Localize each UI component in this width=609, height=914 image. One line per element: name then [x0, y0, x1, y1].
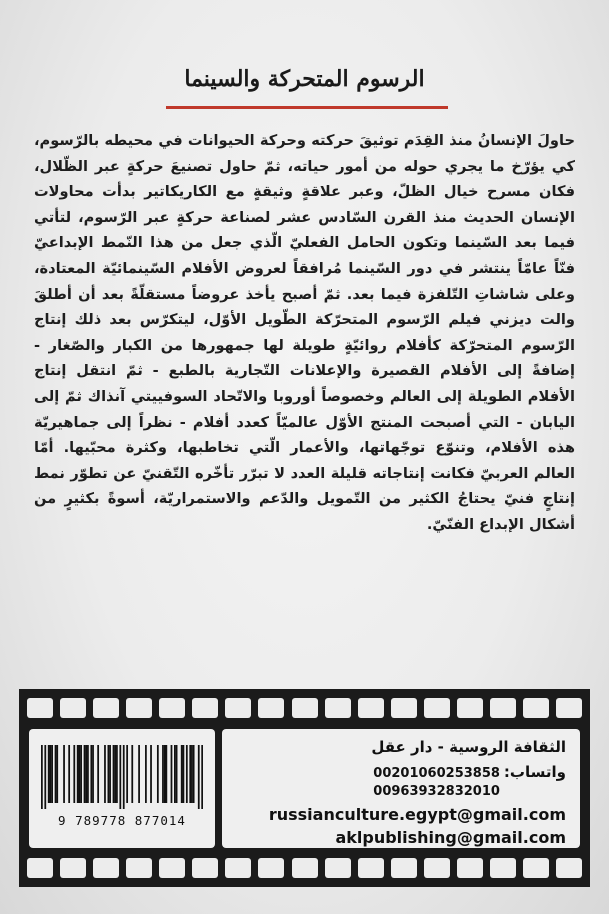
barcode-bar: [51, 745, 53, 803]
barcode-bar: [87, 745, 89, 803]
barcode-bar: [77, 745, 79, 803]
isbn-number: 9 789778 877014: [58, 813, 186, 828]
sprocket-hole: [490, 698, 516, 718]
sprocket-hole: [225, 858, 251, 878]
phone-number-syria[interactable]: 00963932832010: [373, 784, 500, 799]
barcode-bar: [191, 745, 193, 803]
barcode-bar: [116, 745, 118, 803]
barcode-bar: [126, 745, 128, 803]
sprocket-hole: [225, 698, 251, 718]
barcode-bar: [174, 745, 176, 803]
barcode-bar: [189, 745, 191, 803]
barcode-bar: [63, 745, 65, 803]
sprocket-hole: [523, 698, 549, 718]
barcode-bar: [186, 745, 188, 803]
barcode-bar: [114, 745, 116, 803]
barcode-bar: [97, 745, 99, 803]
sprocket-hole: [325, 858, 351, 878]
sprocket-hole: [556, 858, 582, 878]
sprocket-hole: [358, 858, 384, 878]
film-holes-top: [27, 698, 582, 718]
barcode-bar: [84, 745, 86, 803]
email-russianculture[interactable]: russianculture.egypt@gmail.com: [268, 805, 566, 824]
barcode-bar: [85, 745, 87, 803]
sprocket-hole: [424, 698, 450, 718]
barcode-bar: [193, 745, 195, 803]
barcode-bar: [183, 745, 185, 803]
isbn-barcode: [41, 745, 203, 809]
publisher-panel: [222, 729, 580, 848]
sprocket-hole: [490, 858, 516, 878]
sprocket-hole: [391, 698, 417, 718]
synopsis-paragraph: حاولَ الإنسانُ منذ القِدَم توثيقَ حركته وحركة الحيوانات في محيطه بالرّسوم، كي يؤرّخ ما يجري حوله من أمور حياته، ثمّ حاول تصنيعَ حركةٍ عبر الظّلال، فكان مسرح خيال الظلّ، وعبر علاقةٍ وثيقةٍ مع الكاريكاتير بدأت محاولات الإنسان الحديث منذ القرن السّادس عشر لصناعة حركةٍ عبر الرّسوم، لتأتي فيما بعد السّينما وتكون الحامل الفعليّ الّذي جعل من هذا النّمط الإبداعيّ فنّاً عامّاً ينتشر في دور السّينما مُرافقاً لعروض الأفلام السّينمائيّة المعتادة، وعلى شاشاتِ التّلفزة فيما بعد. ثمّ أصبح يأخذ عروضاً مستقلّةً بعد أن أطلقَ والت ديزني فيلم الرّسوم المتحرّكة الطّويل الأوّل، ليتكرّس بعد ذلك إنتاج الرّسوم المتحرّكة كأفلام روائيّةٍ طويلة لها جمهورها من الكبار والصّغار - إضافةً إلى الأفلام القصيرة والإعلانات التّجارية بالطبع - ثمّ انتقل إنتاج الأفلام الطويلة إلى العالم وخصوصاً أوروبا والاتّحاد السوفييتي آنذاك ثمّ إلى اليابان - التي أصبحت المنتج الأوّل عالميّاً كعدد أفلام - نظراً إلى جماهيريّة هذه الأفلام، وتنوّع توجّهاتها، والأعمار الّتي تخاطبها، وكثرة محبّيها. أمّا العالم العربيّ فكانت إنتاجاته قليلة العدد لا تبرّر تأخّره التّقنيّ عن تطوّر نمط إنتاجٍ فنيّ يحتاجُ الكثير من التّمويل والدّعم والاستمراريّة، أسوةً بكثيرٍ من أشكال الإبداع الفنّيّ.: [34, 132, 575, 533]
barcode-bar: [164, 745, 166, 803]
barcode-bar: [68, 745, 70, 803]
sprocket-hole: [93, 698, 119, 718]
sprocket-hole: [93, 858, 119, 878]
barcode-bar: [56, 745, 58, 803]
sprocket-hole: [556, 698, 582, 718]
sprocket-hole: [27, 858, 53, 878]
phone-number-egypt[interactable]: 00201060253858: [373, 766, 500, 781]
sprocket-hole: [192, 698, 218, 718]
sprocket-hole: [60, 858, 86, 878]
barcode-bar: [119, 745, 121, 809]
barcode-bar: [157, 745, 159, 803]
sprocket-hole: [258, 858, 284, 878]
sprocket-hole: [60, 698, 86, 718]
barcode-bar: [104, 745, 106, 803]
sprocket-hole: [159, 858, 185, 878]
barcode-bar: [201, 745, 203, 809]
sprocket-hole: [126, 858, 152, 878]
sprocket-hole: [358, 698, 384, 718]
film-strip: [19, 689, 590, 887]
barcode-bar: [73, 745, 75, 803]
barcode-bar: [131, 745, 133, 803]
barcode-bar: [162, 745, 164, 803]
sprocket-hole: [457, 698, 483, 718]
barcode-bar: [79, 745, 81, 803]
barcode-bar: [198, 745, 200, 809]
sprocket-hole: [159, 698, 185, 718]
barcode-bar: [138, 745, 140, 803]
barcode-bar: [92, 745, 94, 803]
book-title: الرسوم المتحركة والسينما: [184, 66, 425, 92]
whatsapp-label: واتساب:: [503, 763, 566, 781]
film-holes-bottom: [27, 858, 582, 878]
sprocket-hole: [457, 858, 483, 878]
barcode-bar: [41, 745, 43, 809]
sprocket-hole: [258, 698, 284, 718]
sprocket-hole: [325, 698, 351, 718]
email-aklpublishing[interactable]: aklpublishing@gmail.com: [335, 828, 566, 847]
publisher-name: الثقافة الروسية - دار عقل: [371, 738, 566, 756]
sprocket-hole: [27, 698, 53, 718]
barcode-bar: [171, 745, 173, 803]
barcode-bar: [150, 745, 152, 803]
sprocket-hole: [292, 698, 318, 718]
barcode-bar: [165, 745, 167, 803]
barcode-bar: [145, 745, 147, 803]
title-underline: [166, 106, 448, 109]
barcode-bar: [113, 745, 115, 803]
barcode-bar: [108, 745, 110, 803]
barcode-bar: [123, 745, 125, 809]
barcode-bar: [44, 745, 46, 809]
sprocket-hole: [391, 858, 417, 878]
barcode-bar: [48, 745, 50, 803]
barcode-bar: [109, 745, 111, 803]
barcode-bar: [50, 745, 52, 803]
whatsapp-numbers: [373, 763, 500, 801]
sprocket-hole: [126, 698, 152, 718]
whatsapp-contact: [373, 763, 566, 801]
sprocket-hole: [292, 858, 318, 878]
sprocket-hole: [424, 858, 450, 878]
barcode-bar: [181, 745, 183, 803]
barcode-bar: [55, 745, 57, 803]
sprocket-hole: [192, 858, 218, 878]
barcode-panel: [29, 729, 215, 848]
sprocket-hole: [523, 858, 549, 878]
barcode-bar: [90, 745, 92, 803]
barcode-bar: [176, 745, 178, 803]
barcode-bar: [80, 745, 82, 803]
